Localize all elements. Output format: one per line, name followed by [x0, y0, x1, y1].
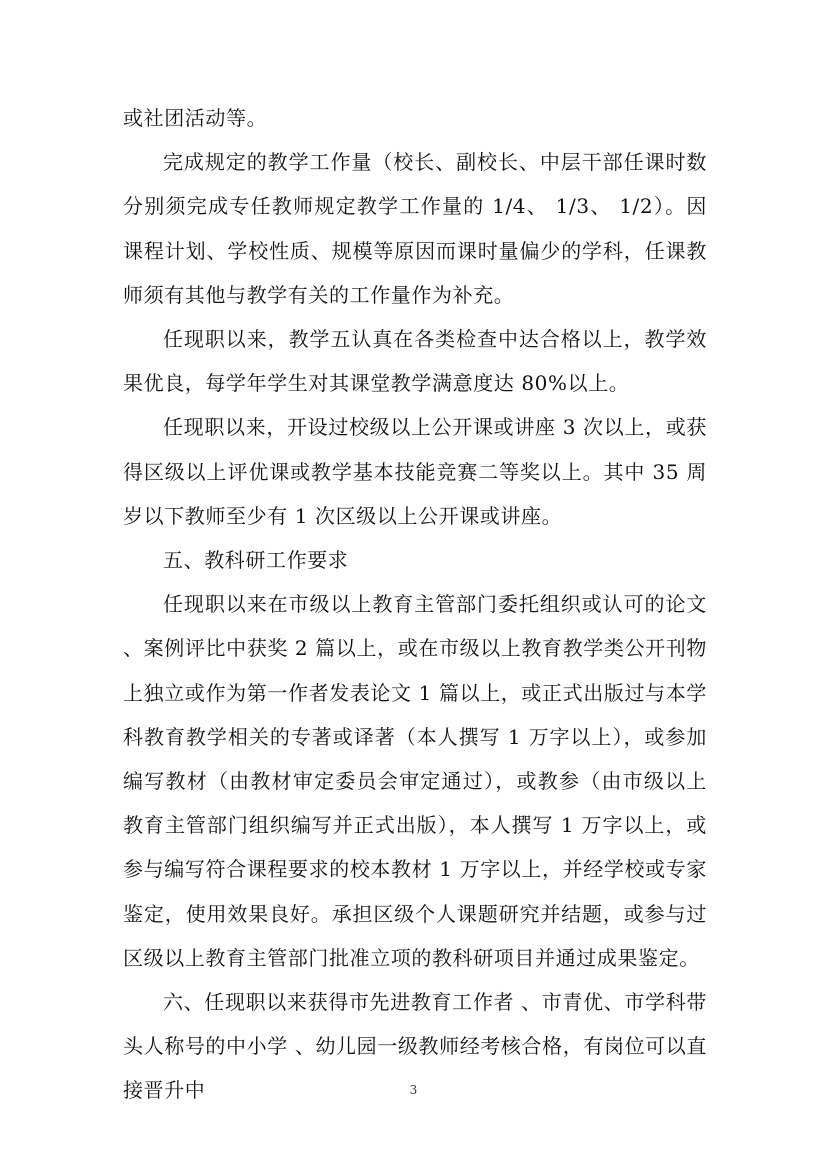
document-body [123, 96, 707, 1113]
paragraph-research-requirements: 任现职以来在市级以上教育主管部门委托组织或认可的论文 、案例评比中获奖 2 篇以上，或在市级以上教育教学类公开刊物上独立或作为第一作者发表论文 1 篇以上，或正式出版过与本学科教育教学相关的专著或译著（本人撰写 1 万字以上），或参加编写教材（由教材审定委员会审定通过），或教参（由市级以上教育主管部门组织编写并正式出版），本人撰写 1 万字以上，或参与编写符合课程要求的校本教材 1 万字以上，并经学校或专家鉴定，使用效果良好。承担区级个人课题研究并结题，或参与过区级以上教育主管部门批准立项的教科研项目并通过成果鉴定。 [123, 592, 707, 970]
paragraph-open-class: 任现职以来，开设过校级以上公开课或讲座 3 次以上，或获得区级以上评优课或教学基本技能竞赛二等奖以上。其中 35 周岁以下教师至少有 1 次区级以上公开课或讲座。 [123, 415, 707, 528]
paragraph-workload: 完成规定的教学工作量（校长、副校长、中层干部任课时数分别须完成专任教师规定教学工作量的 1/4、 1/3、 1/2）。因课程计划、学校性质、规模等原因而课时量偏少的学科，任课教师须有其他与教学有关的工作量作为补充。 [123, 150, 707, 307]
paragraph-teaching-quality: 任现职以来，教学五认真在各类检查中达合格以上，教学效果优良，每学年学生对其课堂教学满意度达 80%以上。 [123, 327, 707, 396]
section-heading-research: 五、教科研工作要求 [163, 548, 349, 573]
page-number: 3 [409, 1083, 418, 1097]
paragraph-continuation: 或社团活动等。 [123, 106, 268, 130]
paragraph-honors: 六、任现职以来获得市先进教育工作者 、市青优、市学科带头人称号的中小学 、幼儿园一级教师经考核合格，有岗位可以直接晋升中 [123, 990, 707, 1103]
